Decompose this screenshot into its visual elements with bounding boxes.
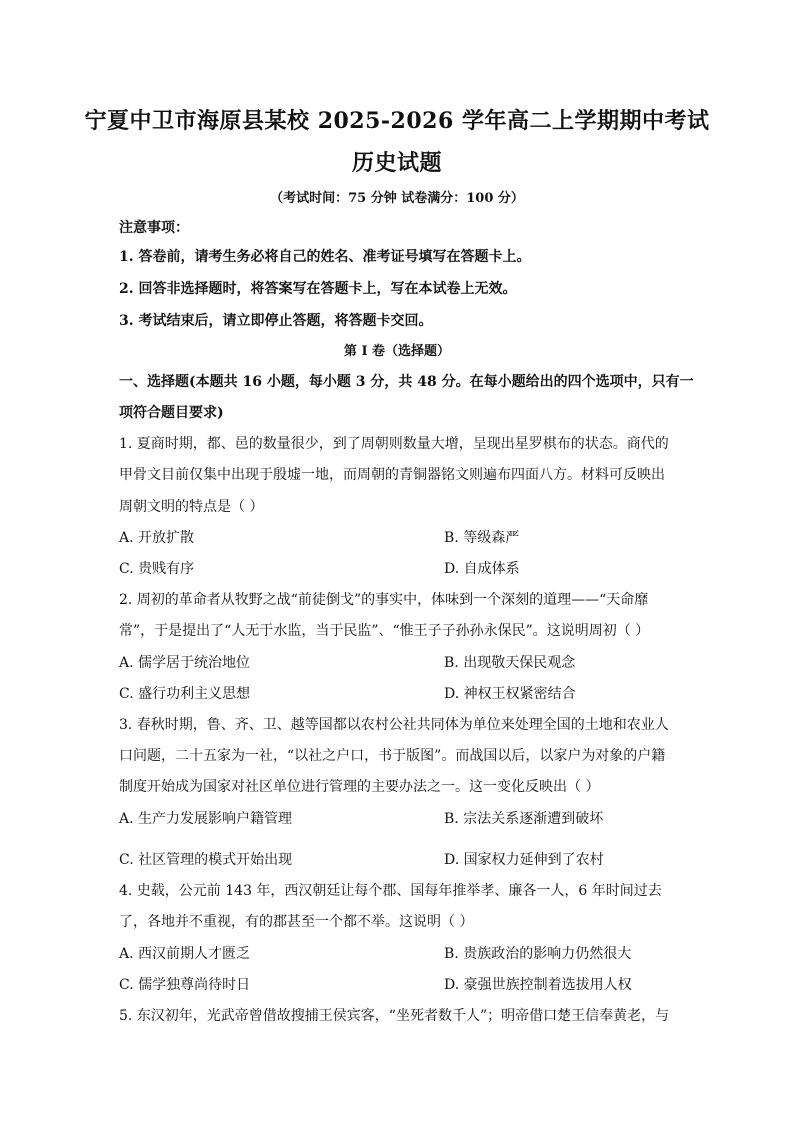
question-text: 5. 东汉初年，光武帝曾借故搜捕王侯宾客，“坐死者数千人”；明帝借口楚王信奉黄老，与 xyxy=(119,1008,670,1024)
volume-heading: 第 I 卷（选择题） xyxy=(343,344,451,359)
question-text: 甲骨文目前仅集中出现于殷墟一地，而周朝的青铜器铭文则遍布四面八方。材料可反映出 xyxy=(119,467,665,483)
question-text: 1. 夏商时期，都、邑的数量很少，到了周朝则数量大增，呈现出星罗棋布的状态。商代的 xyxy=(119,436,669,452)
option-a: A. 西汉前期人才匮乏 xyxy=(119,946,251,962)
option-c: C. 儒学独尊尚待时日 xyxy=(119,977,251,993)
question-text: 常”，于是提出了“人无于水监，当于民监”、“惟王子子孙孙永保民”。这说明周初（ ） xyxy=(119,623,650,639)
exam-subject-title: 历史试题 xyxy=(351,150,442,176)
option-c: C. 贵贱有序 xyxy=(119,561,195,577)
question-text: 了，各地并不重视，有的郡甚至一个都不举。这说明（ ） xyxy=(119,914,474,930)
option-c: C. 盛行功利主义思想 xyxy=(119,686,251,702)
option-b: B. 出现敬天保民观念 xyxy=(444,655,576,671)
option-d: D. 自成体系 xyxy=(444,561,520,577)
notice-item: 3. 考试结束后，请立即停止答题，将答题卡交回。 xyxy=(119,313,433,329)
exam-title: 宁夏中卫市海原县某校 2025-2026 学年高二上学期期中考试 xyxy=(84,108,710,134)
option-d: D. 豪强世族控制着选拔用人权 xyxy=(444,977,632,993)
question-text: 制度开始成为国家对社区单位进行管理的主要办法之一。这一变化反映出（ ） xyxy=(119,779,600,795)
question-text: 2. 周初的革命者从牧野之战“前徒倒戈”的事实中，体味到一个深刻的道理——“天命靡 xyxy=(119,592,649,608)
question-text: 口问题，二十五家为一社，“以社之户口，书于版图”。而战国以后，以家户为对象的户籍 xyxy=(119,748,666,764)
section-heading: 一、选择题(本题共 16 小题，每小题 3 分，共 48 分。在每小题给出的四个选项中，只有一 xyxy=(119,374,694,390)
option-c: C. 社区管理的模式开始出现 xyxy=(119,852,293,868)
option-d: D. 国家权力延伸到了农村 xyxy=(444,852,604,868)
option-b: B. 宗法关系逐渐遭到破坏 xyxy=(444,811,604,827)
option-b: B. 贵族政治的影响力仍然很大 xyxy=(444,946,632,962)
question-text: 周朝文明的特点是（ ） xyxy=(119,499,264,515)
option-b: B. 等级森严 xyxy=(444,530,520,546)
option-d: D. 神权王权紧密结合 xyxy=(444,686,576,702)
exam-time-and-score: （考试时间：75 分钟 试卷满分：100 分） xyxy=(270,191,524,206)
option-a: A. 儒学居于统治地位 xyxy=(119,655,251,671)
notice-item: 1. 答卷前，请考生务必将自己的姓名、准考证号填写在答题卡上。 xyxy=(119,249,531,265)
section-heading: 项符合题目要求) xyxy=(119,405,224,421)
notice-heading: 注意事项： xyxy=(119,220,189,236)
notice-item: 2. 回答非选择题时，将答案写在答题卡上，写在本试卷上无效。 xyxy=(119,281,517,297)
question-text: 4. 史载，公元前 143 年，西汉朝廷让每个郡、国每年推举孝、廉各一人，6 年时间过去 xyxy=(119,883,662,899)
option-a: A. 生产力发展影响户籍管理 xyxy=(119,811,293,827)
option-a: A. 开放扩散 xyxy=(119,530,195,546)
question-text: 3. 春秋时期，鲁、齐、卫、越等国都以农村公社共同体为单位来处理全国的土地和农业人 xyxy=(119,717,669,733)
